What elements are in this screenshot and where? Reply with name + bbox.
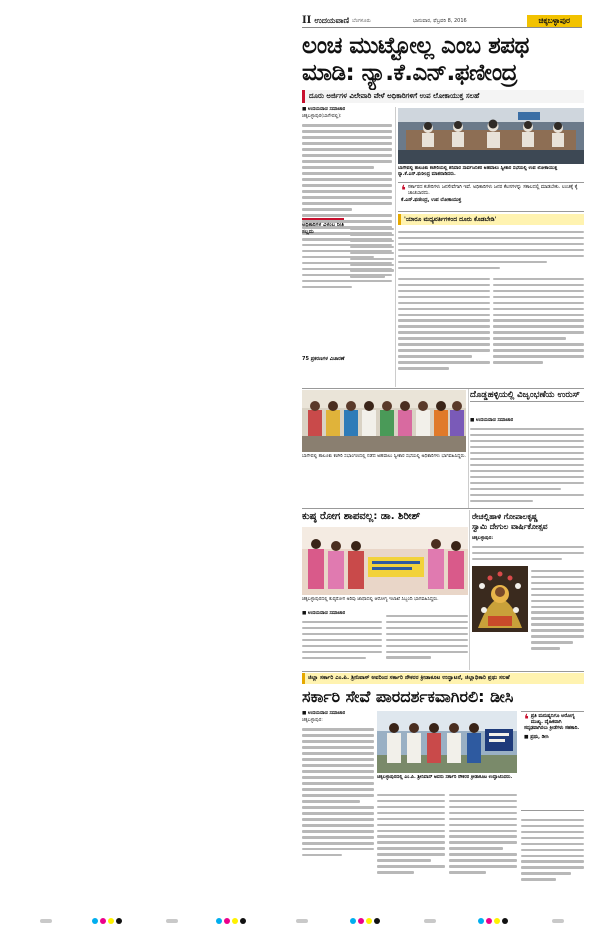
lead-pullquote-text: ಸರ್ಕಾರದ ಕಚೇರಿಗಳು ಜನಸೇವೆಗಾಗಿ ಇವೆ. ಅಧಿಕಾರಿಗಳು ಜನರ ಕೆಲಸಗಳನ್ನು ಸಕಾಲದಲ್ಲಿ ಮಾಡಬೇಕು. ಲಂಚಕ್ಕೆ ಕೈ ಚಾಚಬಾರದು. bbox=[407, 185, 578, 197]
story3-photo-caption: ಚಿಕ್ಕಬಳ್ಳಾಪುರದಲ್ಲಿ ಕುಷ್ಠರೋಗ ಅರಿವು ಜಾಥಾದಲ್ಲಿ ಆರೋಗ್ಯ ಇಲಾಖೆ ಸಿಬ್ಬಂದಿ ಭಾಗವಹಿಸಿದ್ದರು. bbox=[302, 597, 439, 602]
lead-dateline: ಚಿಕ್ಕಬಳ್ಳಾಪುರ(ಬಾಗೇಪಲ್ಲಿ): bbox=[302, 114, 342, 120]
lead-column-2 bbox=[398, 274, 490, 388]
lead-photo bbox=[398, 108, 584, 164]
column-divider bbox=[395, 107, 396, 387]
lead-pullquote-author: ಕೆ.ಎನ್‌.ಫಣೀಂದ್ರ, ಉಪ ಲೋಕಾಯುಕ್ತ bbox=[401, 198, 462, 204]
story5-column-2 bbox=[377, 790, 445, 900]
story5-photo bbox=[377, 711, 517, 773]
registration-mark bbox=[40, 919, 52, 923]
lead-sidebar-heading: 'ಯಾರೂ ಮಧ್ಯವರ್ತಿಗಳಿಂದ ದೂರು ಕೊಡಬೇಡಿ' bbox=[398, 214, 584, 225]
registration-mark bbox=[424, 919, 436, 923]
story2-headline: ದೊಡ್ಡಹಳ್ಳಿಯಲ್ಲಿ ವಿಜೃಂಭಣೆಯ ಉರುಸ್‌ bbox=[470, 390, 584, 402]
registration-mark bbox=[296, 919, 308, 923]
section-divider bbox=[302, 508, 584, 509]
lead-headline-line-1: ಲಂಚ ಮುಟ್ಟೋಲ್ಲ ಎಂಬ ಶಪಥ bbox=[302, 33, 529, 59]
story4-headline bbox=[472, 512, 584, 532]
quote-mark-icon: ❛ bbox=[524, 712, 529, 728]
story4-headline-line-1: ರೇಚಲ್ಲಿಹಾಳಿ ಗೋಪಾಲಕೃಷ್ಣ bbox=[472, 512, 538, 521]
color-registration-bar bbox=[350, 918, 380, 924]
story5-pullquote-author: ■ ಪ್ರಥು, ಡೀಸಿ bbox=[524, 734, 549, 740]
district-tag: ಚಿಕ್ಕಬಳ್ಳಾಪುರ bbox=[527, 15, 582, 27]
lead-sidebar-text bbox=[398, 227, 584, 271]
story5-pullquote bbox=[521, 711, 584, 811]
story5-kicker-banner: ಜಿಲ್ಲಾ ಸರ್ಕಾರಿ ಎಂ.ಪಿ. ಶ್ರೀನಿವಾಸ್‌ ಅವರಿಂದ ಸರ್ಕಾರಿ ನೌಕರರ ಕ್ರೀಡಾಕೂಟ ಉದ್ಘಾಟನೆ, ಜಿಲ್ಲಾಧಿಕಾರಿ ಪ್ರಥು ಸಲಹೆ bbox=[302, 673, 584, 684]
story5-column-3 bbox=[449, 790, 517, 900]
story2-photo-image bbox=[302, 390, 466, 452]
story5-column-4 bbox=[521, 815, 584, 901]
color-registration-bar bbox=[216, 918, 246, 924]
story5-pullquote-text: ಪ್ರತಿ ಮನುಷ್ಯನಿಗೂ ಅರೋಗ್ಯ ಮುಖ್ಯ. ದೈಹಿಕವಾಗಿ ಸದೃಢವಾಗಿರಲು ಕ್ರೀಡೆಗಳು ಸಹಕಾರಿ. bbox=[524, 714, 580, 732]
lead-photo-image bbox=[398, 108, 584, 164]
section-divider bbox=[302, 388, 584, 389]
page-number: II bbox=[302, 15, 312, 26]
lead-headline-line-2: ಮಾಡಿ: ನ್ಯಾ.ಕೆ.ಎನ್‌.ಫಣೀಂದ್ರ bbox=[302, 60, 517, 86]
color-registration-bar bbox=[478, 918, 508, 924]
color-registration-bar bbox=[92, 918, 122, 924]
quote-mark-icon: ❛ bbox=[401, 183, 406, 199]
issue-date: ಭಾನುವಾರ, ಫೆಬ್ರವರಿ 8, 2016 bbox=[412, 17, 467, 24]
story3-photo-image bbox=[302, 527, 468, 595]
story5-column-1 bbox=[302, 711, 374, 901]
story5-dateline: ಚಿಕ್ಕಬಳ್ಳಾಪುರ: bbox=[302, 718, 323, 724]
story5-headline: ಸರ್ಕಾರಿ ಸೇವೆ ಪಾರದರ್ಶಕವಾಗಿರಲಿ: ಡೀಸಿ bbox=[302, 687, 514, 706]
story3-photo bbox=[302, 527, 468, 595]
story3-column-1 bbox=[302, 611, 382, 669]
story3-byline: ■ ಉದಯವಾಣಿ ಸಮಾಚಾರ bbox=[302, 611, 346, 616]
story4-photo-image bbox=[472, 566, 528, 632]
lead-highlight: 75 ಪ್ರಕರಣಗಳ ವಿಚಾರಣೆ bbox=[302, 356, 345, 362]
lead-photo-caption: ಬಾಗೇಪಲ್ಲಿ ತಾಲೂಕು ಕಚೇರಿಯಲ್ಲಿ ಶನಿವಾರ ಸಾರ್ವಜನಿಕರ ಅಹವಾಲು ಸ್ವೀಕಾರ ಸಭೆಯಲ್ಲಿ ಉಪ ಲೋಕಾಯುಕ್ತ ನ್ಯಾ.ಕೆ.ಎನ್‌.ಫಣೀಂದ್ರ ಮಾತನಾಡಿದರು. bbox=[398, 166, 558, 177]
story5-photo-image bbox=[377, 711, 517, 773]
story5-photo-caption: ಚಿಕ್ಕಬಳ್ಳಾಪುರದಲ್ಲಿ ಎಂ.ಪಿ. ಶ್ರೀನಿವಾಸ್‌ ಅವರು ಸರ್ಕಾರಿ ನೌಕರರ ಕ್ರೀಡಾಕೂಟ ಉದ್ಘಾಟಿಸಿದರು. bbox=[377, 775, 513, 780]
story4-intro bbox=[472, 536, 584, 566]
story4-byline: ಚಿಕ್ಕಬಳ್ಳಾಪುರ: bbox=[472, 536, 494, 541]
story4-headline-line-2: ಸ್ವಾಮಿ ದೇಗುಲ ವಾರ್ಷಿಕೋತ್ಸವ bbox=[472, 522, 548, 531]
newspaper-name: ಉದಯವಾಣಿ bbox=[314, 15, 350, 25]
masthead bbox=[302, 14, 582, 28]
column-divider bbox=[468, 388, 469, 508]
story5-byline: ■ ಉದಯವಾಣಿ ಸಮಾಚಾರ bbox=[302, 711, 346, 716]
story2-body bbox=[470, 418, 584, 510]
story3-headline: ಕುಷ್ಠ ರೋಗ ಶಾಪವಲ್ಲ: ಡಾ. ಶಿರೀಶ್‌ bbox=[302, 511, 421, 522]
story2-byline: ■ ಉದಯವಾಣಿ ಸಮಾಚಾರ bbox=[470, 418, 514, 423]
lead-column-3 bbox=[493, 274, 584, 388]
lead-byline: ■ ಉದಯವಾಣಿ ಸಮಾಚಾರ bbox=[302, 107, 346, 112]
registration-mark bbox=[552, 919, 564, 923]
section-divider bbox=[302, 671, 584, 672]
lead-headline bbox=[302, 33, 584, 87]
story2-photo bbox=[302, 390, 466, 452]
lead-inset-heading: ಅಧಿಕಾರಿಗಳ ವಿಳಂಬ ನೀತಿ ಸಲ್ಲದು bbox=[302, 218, 344, 236]
story4-photo bbox=[472, 566, 528, 632]
story4-body bbox=[531, 566, 584, 666]
lead-pullquote bbox=[398, 182, 584, 212]
edition-tag: ಬೆಂಗಳೂರು bbox=[352, 17, 371, 24]
registration-mark bbox=[166, 919, 178, 923]
column-divider bbox=[469, 510, 470, 670]
lead-subheadline: ದೂರು ಅರ್ಜಿಗಳ ವಿಲೇವಾರಿ ವೇಳೆ ಅಧಿಕಾರಿಗಳಿಗೆ ಉಪ ಲೋಕಾಯುಕ್ತ ಸಲಹೆ bbox=[302, 90, 584, 103]
story3-column-2 bbox=[386, 611, 468, 669]
story2-photo-caption: ಬಾಗೇಪಲ್ಲಿ ತಾಲೂಕು ಕಚೇರಿ ಸಭಾಂಗಣದಲ್ಲಿ ನಡೆದ ಅಹವಾಲು ಸ್ವೀಕಾರ ಸಭೆಯಲ್ಲಿ ಅಧಿಕಾರಿಗಳು ಭಾಗವಹಿಸಿದ್ದರು. bbox=[302, 454, 466, 459]
lead-inset-text bbox=[350, 224, 394, 294]
